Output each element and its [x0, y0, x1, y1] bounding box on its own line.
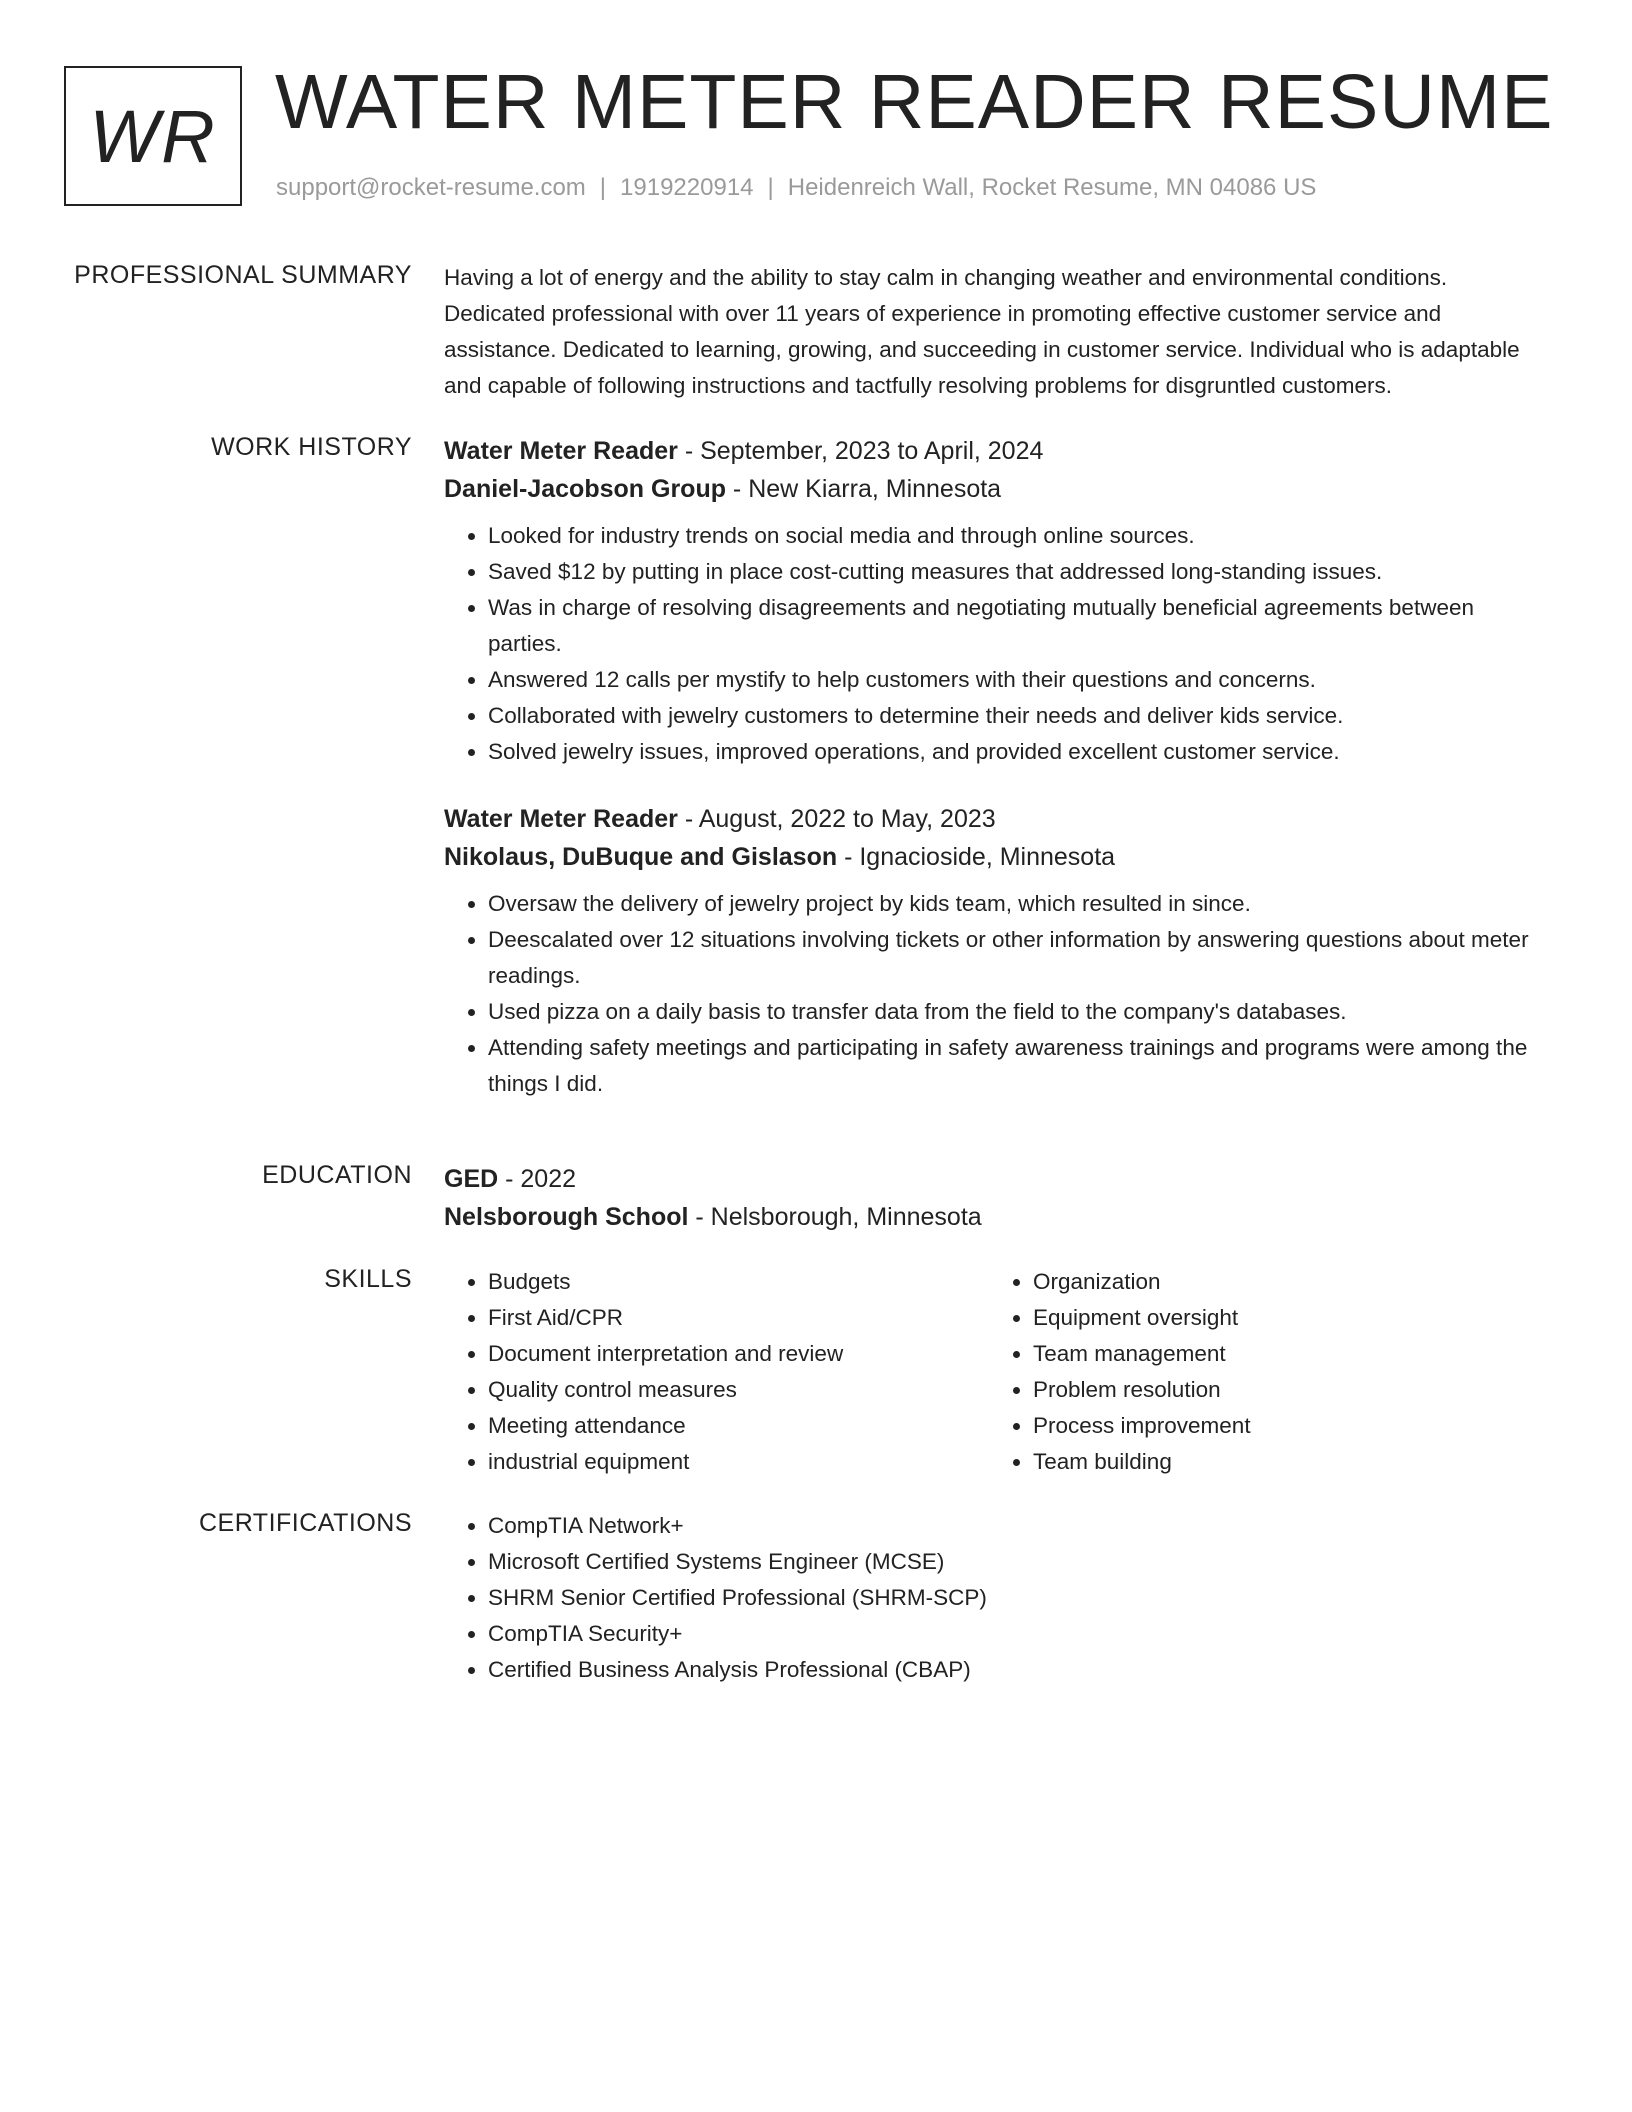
section-body: [444, 260, 1554, 404]
job-company-line: [444, 838, 1554, 876]
resume-content: [0, 260, 1632, 1716]
education-degree-line: [444, 1160, 1554, 1198]
resume-header: [64, 59, 1564, 216]
list-item: • Process improvement: [1033, 1408, 1534, 1444]
list-item: • Attending safety meetings and participating in safety awareness trainings and programs were among the things I did.: [488, 1030, 1554, 1102]
job-dates: - September, 2023 to April, 2024: [677, 437, 1044, 465]
education-degree: GED: [444, 1165, 499, 1193]
list-item: • CompTIA Network+: [488, 1508, 1554, 1544]
skills-list: [989, 1264, 1534, 1480]
job-location: - New Kiarra, Minnesota: [725, 475, 1002, 503]
section-label: PROFESSIONAL SUMMARY: [74, 261, 412, 289]
section-label: EDUCATION: [262, 1161, 412, 1189]
section-work-history: [0, 432, 1632, 1132]
list-item: • industrial equipment: [488, 1444, 989, 1480]
job-bullets: [444, 886, 1554, 1102]
list-item: • Meeting attendance: [488, 1408, 989, 1444]
job-entry: [444, 432, 1554, 770]
section-skills: [0, 1264, 1632, 1480]
list-item: • Saved $12 by putting in place cost-cutting measures that addressed long-standing issues.: [488, 554, 1554, 590]
section-label: SKILLS: [324, 1265, 412, 1293]
section-certifications: [0, 1508, 1632, 1688]
list-item: • CompTIA Security+: [488, 1616, 1554, 1652]
list-item: • Collaborated with jewelry customers to determine their needs and deliver kids service.: [488, 698, 1554, 734]
section-professional-summary: [0, 260, 1632, 404]
job-title: Water Meter Reader: [444, 805, 678, 833]
job-title-line: [444, 800, 1554, 838]
list-item: • First Aid/CPR: [488, 1300, 989, 1336]
list-item: • Oversaw the delivery of jewelry project by kids team, which resulted in since.: [488, 886, 1554, 922]
list-item: • Was in charge of resolving disagreements and negotiating mutually beneficial agreements between parties.: [488, 590, 1554, 662]
contact-phone: 1919220914: [620, 174, 754, 201]
contact-line: [276, 174, 1316, 202]
contact-address: Heidenreich Wall, Rocket Resume, MN 04086 US: [787, 174, 1317, 201]
job-title: Water Meter Reader: [444, 437, 678, 465]
job-dates: - August, 2022 to May, 2023: [677, 805, 996, 833]
section-body: [444, 432, 1554, 1132]
contact-email: support@rocket-resume.com: [276, 174, 586, 201]
list-item: • Team building: [1033, 1444, 1534, 1480]
job-bullets: [444, 518, 1554, 770]
contact-separator: |: [599, 174, 607, 201]
education-school-line: [444, 1198, 1554, 1236]
job-title-line: [444, 432, 1554, 470]
skills-columns: [444, 1264, 1554, 1480]
job-company: Daniel-Jacobson Group: [444, 475, 726, 503]
list-item: • Budgets: [488, 1264, 989, 1300]
summary-text: Having a lot of energy and the ability to stay calm in changing weather and environmental conditions. Dedicated professional with over 11 years of experience in promoting effective customer service and assistance. Dedicated to learning, growing, and succeeding in customer service. Individual who is adaptable and capable of following instructions and tactfully resolving problems for disgruntled customers.: [444, 265, 1520, 398]
list-item: • Certified Business Analysis Professional (CBAP): [488, 1652, 1554, 1688]
list-item: • Problem resolution: [1033, 1372, 1534, 1408]
job-company: Nikolaus, DuBuque and Gislason: [444, 843, 838, 871]
list-item: • Team management: [1033, 1336, 1534, 1372]
section-education: [0, 1160, 1632, 1236]
contact-separator: |: [767, 174, 774, 201]
list-item: • Looked for industry trends on social media and through online sources.: [488, 518, 1554, 554]
monogram-badge: WR: [64, 66, 242, 206]
education-school: Nelsborough School: [444, 1203, 689, 1231]
job-entry: [444, 800, 1554, 1102]
education-year: - 2022: [498, 1165, 577, 1193]
skills-column-right: [989, 1264, 1534, 1480]
job-location: - Ignacioside, Minnesota: [837, 843, 1116, 871]
education-location: - Nelsborough, Minnesota: [688, 1203, 982, 1231]
skills-column-left: [444, 1264, 989, 1480]
section-label: CERTIFICATIONS: [198, 1509, 412, 1537]
list-item: • SHRM Senior Certified Professional (SHRM-SCP): [488, 1580, 1554, 1616]
job-company-line: [444, 470, 1554, 508]
list-item: • Equipment oversight: [1033, 1300, 1534, 1336]
list-item: • Microsoft Certified Systems Engineer (MCSE): [488, 1544, 1554, 1580]
list-item: • Document interpretation and review: [488, 1336, 989, 1372]
section-body: [444, 1508, 1554, 1688]
list-item: • Quality control measures: [488, 1372, 989, 1408]
certifications-list: [444, 1508, 1554, 1688]
list-item: • Organization: [1033, 1264, 1534, 1300]
section-label: WORK HISTORY: [211, 433, 412, 461]
section-body: [444, 1160, 1554, 1236]
section-body: [444, 1264, 1554, 1480]
resume-title: WATER METER READER RESUME: [275, 59, 1554, 145]
skills-list: [444, 1264, 989, 1480]
list-item: • Answered 12 calls per mystify to help customers with their questions and concerns.: [488, 662, 1554, 698]
list-item: • Used pizza on a daily basis to transfer data from the field to the company's databases.: [488, 994, 1554, 1030]
list-item: • Deescalated over 12 situations involving tickets or other information by answering questions about meter readings.: [488, 922, 1554, 994]
list-item: • Solved jewelry issues, improved operations, and provided excellent customer service.: [488, 734, 1554, 770]
